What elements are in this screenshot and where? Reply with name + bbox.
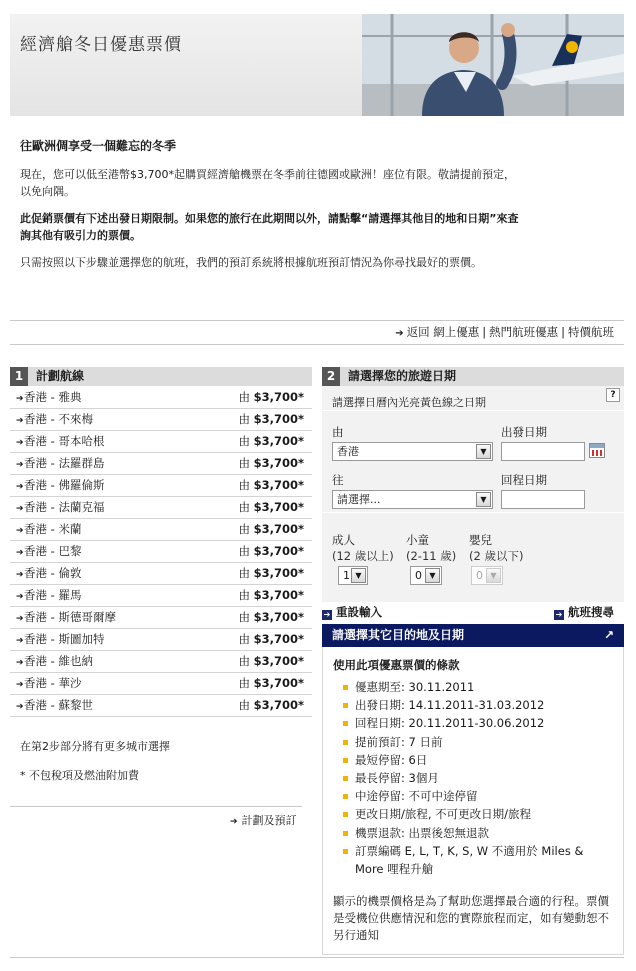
route-destination[interactable]: 香港 - 米蘭 [24, 522, 82, 536]
arrow-right-icon: ➔ [16, 394, 24, 404]
popular-flights-link[interactable]: 熱門航班優惠 [489, 325, 559, 339]
child-label [406, 532, 456, 564]
price-prefix: 由 [238, 390, 250, 404]
arrow-right-icon: ➔ [16, 614, 24, 624]
infant-label [469, 532, 523, 564]
arrow-right-icon: ➔ [16, 416, 24, 426]
condition-item: 回程日期: 20.11.2011-30.06.2012 [343, 714, 613, 732]
route-row[interactable] [10, 629, 312, 651]
date-form [322, 386, 624, 602]
price-prefix: 由 [238, 676, 250, 690]
depart-date-input[interactable] [501, 442, 585, 461]
price-value: $3,700* [253, 500, 304, 514]
condition-item: 訂票編碼 E, L, T, K, S, W 不適用於 Miles & More 哩程升艙 [343, 842, 613, 878]
return-date-input[interactable] [501, 490, 585, 509]
route-destination[interactable]: 香港 - 華沙 [24, 676, 82, 690]
price-value: $3,700* [253, 478, 304, 492]
other-destinations-link[interactable] [322, 624, 624, 647]
external-arrow-icon: ↗ [603, 628, 614, 642]
price-value: $3,700* [253, 544, 304, 558]
route-price [238, 497, 304, 518]
arrow-right-icon: ➔ [323, 610, 331, 619]
route-price [238, 585, 304, 606]
route-row[interactable] [10, 695, 312, 717]
route-destination[interactable]: 香港 - 維也納 [24, 654, 93, 668]
chevron-down-icon: ▼ [476, 492, 491, 507]
price-prefix: 由 [238, 412, 250, 426]
arrow-right-icon: ➔ [16, 702, 24, 712]
route-row[interactable] [10, 585, 312, 607]
plan-link-label: 計劃及預訂 [241, 814, 297, 827]
route-destination[interactable]: 香港 - 蘇黎世 [24, 698, 93, 712]
infant-age: (2 歲以下) [469, 549, 524, 563]
from-value: 香港 [337, 445, 359, 458]
arrow-right-icon: ➔ [395, 328, 404, 339]
from-label: 由 [332, 425, 344, 439]
route-destination[interactable]: 香港 - 斯圖加特 [24, 632, 105, 646]
special-fares-link[interactable]: 特價航班 [568, 325, 614, 339]
adult-title: 成人 [332, 533, 355, 547]
arrow-right-icon: ➔ [16, 548, 24, 558]
more-cities-note: 在第2步部分將有更多城市選擇 [20, 740, 170, 753]
child-title: 小童 [406, 533, 429, 547]
condition-item: 機票退款: 出票後恕無退款 [343, 824, 613, 842]
route-destination[interactable]: 香港 - 雅典 [24, 390, 82, 404]
plan-and-book-link[interactable] [230, 812, 297, 828]
child-count: 0 [415, 569, 422, 582]
price-prefix: 由 [238, 566, 250, 580]
price-value: $3,700* [253, 522, 304, 536]
route-row[interactable] [10, 541, 312, 563]
route-destination[interactable]: 香港 - 法蘭克福 [24, 500, 105, 514]
route-price [238, 651, 304, 672]
form-actions [322, 604, 624, 622]
route-destination[interactable]: 香港 - 佛羅倫斯 [24, 478, 105, 492]
chevron-down-icon: ▼ [351, 568, 366, 583]
arrow-right-icon: ➔ [16, 592, 24, 602]
price-value: $3,700* [253, 390, 304, 404]
condition-item: 出發日期: 14.11.2011-31.03.2012 [343, 696, 613, 714]
chevron-down-icon: ▼ [486, 568, 501, 583]
infant-count-select[interactable] [471, 566, 503, 585]
price-prefix: 由 [238, 610, 250, 624]
intro-heading: 往歐洲倜享受一個難忘的冬季 [20, 139, 177, 153]
divider [10, 806, 302, 807]
help-icon[interactable]: ? [606, 388, 620, 402]
chevron-down-icon: ▼ [476, 444, 491, 459]
condition-item: 最長停留: 3個月 [343, 769, 613, 787]
conditions-list [343, 678, 613, 878]
route-row[interactable] [10, 673, 312, 695]
route-price [238, 431, 304, 452]
arrow-right-icon: ➔ [16, 460, 24, 470]
arrow-right-icon: ➔ [16, 482, 24, 492]
to-select[interactable] [332, 490, 493, 509]
route-row[interactable] [10, 519, 312, 541]
route-destination[interactable]: 香港 - 斯德哥爾摩 [24, 610, 116, 624]
reset-label: 重設輸入 [336, 605, 382, 619]
calendar-instruction: 請選擇日曆內光亮黃色線之日期 [332, 396, 486, 409]
route-destination[interactable]: 香港 - 倫敦 [24, 566, 82, 580]
route-row[interactable] [10, 651, 312, 673]
route-row[interactable] [10, 607, 312, 629]
price-prefix: 由 [238, 654, 250, 668]
route-price [238, 453, 304, 474]
tax-note: * 不包稅項及燃油附加費 [20, 769, 139, 782]
route-price [238, 519, 304, 540]
return-date-label: 回程日期 [501, 473, 547, 487]
price-value: $3,700* [253, 698, 304, 712]
route-row[interactable] [10, 453, 312, 475]
route-destination[interactable]: 香港 - 羅馬 [24, 588, 82, 602]
intro-paragraph: 現在，您可以低至港幣$3,700*起購買經濟艙機票在冬季前往德國或歐洲！座位有限。敬請提前預定，以免向隅。 [20, 168, 515, 198]
price-prefix: 由 [238, 456, 250, 470]
route-row[interactable] [10, 431, 312, 453]
intro-section [20, 138, 520, 281]
route-price [238, 409, 304, 430]
price-value: $3,700* [253, 610, 304, 624]
route-row[interactable] [10, 387, 312, 409]
condition-item: 提前預訂: 7 日前 [343, 733, 613, 751]
hero-illustration [362, 14, 624, 116]
route-price [238, 563, 304, 584]
condition-item: 最短停留: 6日 [343, 751, 613, 769]
price-value: $3,700* [253, 588, 304, 602]
condition-item: 優惠期至: 30.11.2011 [343, 678, 613, 696]
price-value: $3,700* [253, 654, 304, 668]
divider [10, 344, 624, 345]
calendar-icon[interactable] [589, 443, 605, 458]
arrow-right-icon: ➔ [16, 658, 24, 668]
route-row[interactable] [10, 475, 312, 497]
arrow-right-icon: ➔ [16, 504, 24, 514]
step1-header [10, 367, 312, 386]
adult-age: (12 歲以上) [332, 549, 394, 563]
child-count-select[interactable] [410, 566, 442, 585]
price-prefix: 由 [238, 434, 250, 448]
price-prefix: 由 [238, 522, 250, 536]
route-destination[interactable]: 香港 - 巴黎 [24, 544, 82, 558]
price-value: $3,700* [253, 434, 304, 448]
price-value: $3,700* [253, 632, 304, 646]
arrow-right-icon: ➔ [16, 680, 24, 690]
route-destination[interactable]: 香港 - 法羅群島 [24, 456, 105, 470]
infant-title: 嬰兒 [469, 533, 492, 547]
search-label: 航班搜尋 [568, 605, 614, 619]
from-select[interactable] [332, 442, 493, 461]
conditions-title: 使用此項優惠票價的條款 [333, 658, 460, 672]
route-price [238, 607, 304, 628]
price-prefix: 由 [238, 500, 250, 514]
route-row[interactable] [10, 409, 312, 431]
arrow-right-icon: ➔ [16, 636, 24, 646]
route-destination[interactable]: 香港 - 哥本哈根 [24, 434, 105, 448]
step-number: 2 [322, 367, 340, 386]
hero-image [362, 14, 624, 116]
divider [10, 320, 624, 321]
route-destination[interactable]: 香港 - 不來梅 [24, 412, 93, 426]
step1-title: 計劃航線 [36, 369, 85, 383]
step2-header [322, 367, 624, 386]
back-to-offers-link[interactable]: 返回 網上優惠 [406, 325, 480, 339]
arrow-right-icon: ➔ [16, 438, 24, 448]
adult-count: 1 [343, 569, 350, 582]
route-price [238, 629, 304, 650]
route-row[interactable] [10, 497, 312, 519]
price-prefix: 由 [238, 478, 250, 492]
price-prefix: 由 [238, 544, 250, 558]
step-number: 1 [10, 367, 28, 386]
price-value: $3,700* [253, 676, 304, 690]
intro-restriction: 此促銷票價有下述出發日期限制。如果您的旅行在此期間以外，請點擊“請選擇其他目的地和日期”來查詢其他有吸引力的票價。 [20, 212, 519, 242]
route-price [238, 541, 304, 562]
page-header [10, 14, 624, 116]
route-list [10, 387, 312, 717]
step2-title: 請選擇您的旅遊日期 [348, 369, 457, 383]
arrow-right-icon: ➔ [16, 526, 24, 536]
other-destinations-label: 請選擇其它目的地及日期 [332, 628, 465, 642]
route-price [238, 673, 304, 694]
price-prefix: 由 [238, 698, 250, 712]
search-flights-button[interactable] [554, 604, 614, 620]
to-label: 往 [332, 473, 344, 487]
price-prefix: 由 [238, 632, 250, 646]
conditions-box [322, 647, 624, 955]
price-value: $3,700* [253, 456, 304, 470]
arrow-right-icon: ➔ [555, 610, 563, 619]
route-price [238, 695, 304, 716]
price-value: $3,700* [253, 566, 304, 580]
arrow-right-icon: ➔ [230, 817, 238, 827]
adult-count-select[interactable] [338, 566, 368, 585]
depart-date-label: 出發日期 [501, 425, 547, 439]
price-value: $3,700* [253, 412, 304, 426]
condition-item: 中途停留: 不可中途停留 [343, 787, 613, 805]
conditions-footer: 顯示的機票價格是為了幫助您選擇最合適的行程。票價是受機位供應情況和您的實際旅程而定，如有變動恕不另行通知 [333, 894, 609, 942]
child-age: (2-11 歲) [406, 549, 457, 563]
top-links: ➔ 返回 網上優惠 | 熱門航班優惠 | 特價航班 [395, 325, 614, 339]
route-row[interactable] [10, 563, 312, 585]
arrow-right-icon: ➔ [16, 570, 24, 580]
adult-label [332, 532, 394, 564]
reset-button[interactable] [322, 604, 382, 620]
infant-count: 0 [476, 569, 483, 582]
route-price [238, 475, 304, 496]
route-price [238, 387, 304, 408]
condition-item: 更改日期/旅程, 不可更改日期/旅程 [343, 805, 613, 823]
page-title: 經濟艙冬日優惠票價 [20, 35, 182, 55]
to-value: 請選擇... [337, 493, 381, 506]
intro-instructions: 只需按照以下步驟並選擇您的航班，我們的預訂系統將根據航班預訂情況為你尋找最好的票價。 [20, 256, 482, 269]
price-prefix: 由 [238, 588, 250, 602]
chevron-down-icon: ▼ [425, 568, 440, 583]
